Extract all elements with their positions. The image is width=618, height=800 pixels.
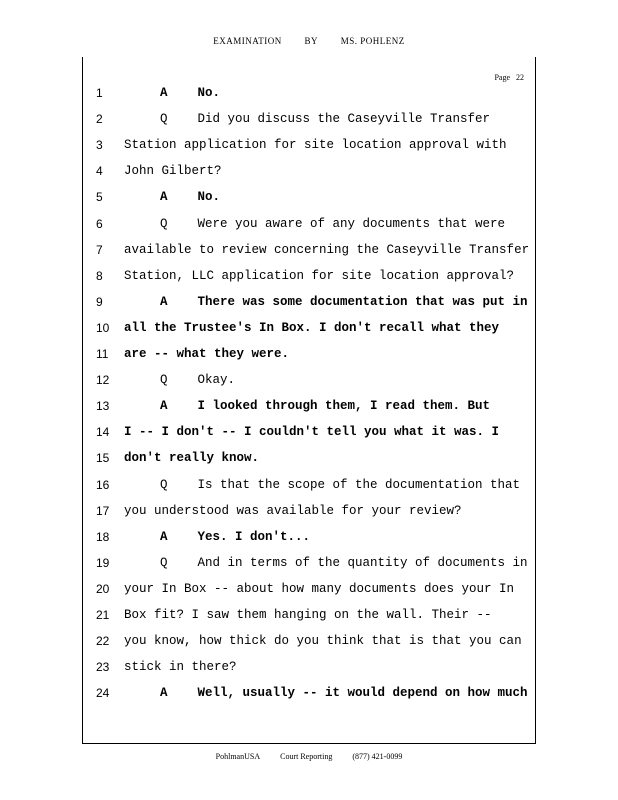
answer-text: A No. — [160, 190, 221, 205]
question-text: Q Okay. — [160, 373, 236, 388]
line-number: 4 — [96, 164, 103, 179]
transcript-line — [0, 528, 618, 548]
line-number: 22 — [96, 634, 110, 649]
question-text: Station application for site location approval with — [124, 138, 507, 153]
transcript-line — [0, 241, 618, 261]
question-text: Q Did you discuss the Caseyville Transfer — [160, 112, 491, 127]
transcript-line — [0, 293, 618, 313]
line-number: 19 — [96, 555, 110, 570]
question-text: available to review concerning the Caseyville Transfer — [124, 242, 530, 257]
transcript-line — [0, 658, 618, 678]
question-text: Q Is that the scope of the documentation that — [160, 477, 521, 492]
line-number: 12 — [96, 373, 110, 388]
question-text: you understood was available for your review? — [124, 503, 462, 518]
page-header — [0, 36, 618, 46]
transcript-line — [0, 215, 618, 235]
line-number: 7 — [96, 242, 103, 257]
transcript-line — [0, 136, 618, 156]
question-text: Q And in terms of the quantity of documents in — [160, 555, 528, 570]
header-section: EXAMINATION — [213, 36, 282, 46]
question-text: your In Box -- about how many documents does your In — [124, 581, 515, 596]
transcript-line — [0, 84, 618, 104]
transcript-line — [0, 267, 618, 287]
transcript-line — [0, 162, 618, 182]
question-text: you know, how thick do you think that is that you can — [124, 634, 522, 649]
answer-text: A I looked through them, I read them. But — [160, 399, 491, 414]
line-number: 15 — [96, 451, 110, 466]
line-number: 8 — [96, 268, 103, 283]
line-number: 10 — [96, 320, 110, 335]
line-number: 3 — [96, 138, 103, 153]
transcript-line — [0, 345, 618, 365]
line-number: 23 — [96, 660, 110, 675]
line-number: 17 — [96, 503, 110, 518]
page-footer — [0, 752, 618, 761]
line-number: 21 — [96, 608, 110, 622]
line-number: 2 — [96, 112, 103, 127]
answer-text: don't really know. — [124, 451, 260, 466]
transcript-line — [0, 423, 618, 443]
answer-text: I -- I don't -- I couldn't tell you what it was. I — [124, 425, 500, 440]
answer-text: all the Trustee's In Box. I don't recall what they — [124, 320, 500, 335]
header-examiner: MS. POHLENZ — [340, 36, 405, 46]
transcript-line — [0, 580, 618, 600]
question-text: Box fit? I saw them hanging on the wall. Their -- — [124, 608, 492, 622]
page-label: Page — [494, 73, 510, 82]
question-text: Station, LLC application for site location approval? — [124, 268, 515, 283]
transcript-line — [0, 502, 618, 522]
line-number: 13 — [96, 399, 110, 414]
answer-text: A Yes. I don't... — [160, 529, 311, 544]
transcript-line — [0, 632, 618, 652]
answer-text: A There was some documentation that was put in — [160, 294, 528, 309]
transcript-line — [0, 684, 618, 704]
answer-text: are -- what they were. — [124, 347, 290, 361]
page-number — [494, 73, 524, 82]
line-number: 5 — [96, 190, 103, 205]
transcript-line — [0, 449, 618, 469]
line-number: 14 — [96, 425, 110, 440]
line-number: 6 — [96, 216, 103, 231]
line-number: 16 — [96, 477, 110, 492]
line-number: 20 — [96, 581, 110, 596]
line-number: 11 — [96, 347, 109, 361]
transcript-line — [0, 476, 618, 496]
line-number: 18 — [96, 529, 110, 544]
transcript-line — [0, 606, 618, 626]
transcript-line — [0, 188, 618, 208]
line-number: 9 — [96, 294, 103, 309]
answer-text: A Well, usually -- it would depend on how much — [160, 686, 528, 701]
line-number: 1 — [96, 86, 103, 100]
question-text: John Gilbert? — [124, 164, 222, 179]
footer-service: Court Reporting — [280, 752, 333, 761]
answer-text: A No. — [160, 86, 221, 100]
question-text: stick in there? — [124, 660, 237, 675]
transcript-line — [0, 554, 618, 574]
transcript-line — [0, 397, 618, 417]
line-number: 24 — [96, 686, 110, 701]
page-number-value: 22 — [516, 73, 524, 82]
header-by: BY — [304, 36, 318, 46]
transcript-line — [0, 371, 618, 391]
footer-phone: (877) 421-0099 — [352, 752, 403, 761]
footer-company: PohlmanUSA — [215, 752, 261, 761]
question-text: Q Were you aware of any documents that were — [160, 216, 506, 231]
transcript-line — [0, 110, 618, 130]
transcript-line — [0, 319, 618, 339]
